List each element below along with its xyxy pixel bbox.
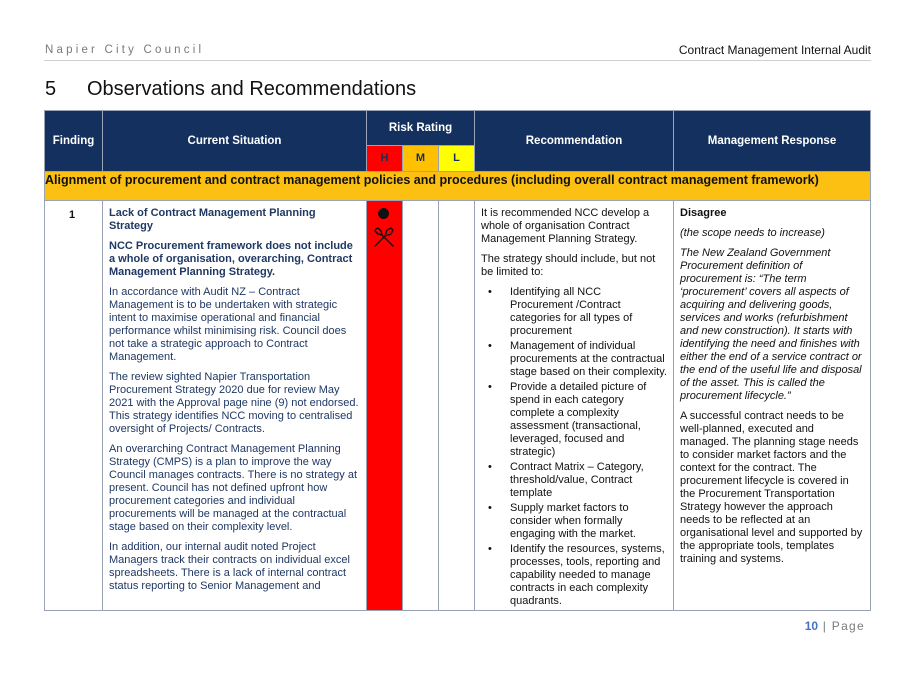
table-row: [45, 201, 871, 611]
page-number: 10: [804, 619, 819, 633]
list-item: • Provide a detailed picture of spend in each category complete a complexity assessment (transactional, leveraged, focused and strategic): [510, 381, 667, 459]
list-item: • Contract Matrix – Category, threshold/value, Contract template: [510, 461, 667, 500]
section-number: 5: [45, 78, 57, 100]
management-response-cell: [674, 201, 871, 611]
category-band: Alignment of procurement and contract management policies and procedures (including overall contract management framework): [45, 172, 871, 201]
risk-header-high: H: [367, 146, 403, 172]
col-header-finding: Finding: [45, 111, 103, 172]
recommendation-lead: The strategy should include, but not be limited to:: [481, 253, 656, 278]
response-quote: The New Zealand Government Procurement definition of procurement is: “The term ‘procurement’ covers all aspects of acquiring and delivering goods, services and works (refurbishment and new construction). It starts with identifying the need and finishes with either the end of a service contract or the end of the useful life and disposal of the asset. This is called the procurement lifecycle.”: [680, 247, 862, 402]
page-footer: [805, 619, 865, 633]
col-header-current-situation: Current Situation: [103, 111, 367, 172]
recommendation-cell: [475, 201, 674, 611]
col-header-risk-rating: Risk Rating: [367, 111, 475, 146]
observations-table: [44, 110, 871, 611]
recommendation-list: [481, 286, 667, 608]
recommendation-intro: It is recommended NCC develop a whole of organisation Contract Management Planning Strategy.: [481, 207, 650, 245]
response-note: (the scope needs to increase): [680, 227, 825, 239]
page-label: | Page: [822, 619, 865, 633]
header-divider: [44, 60, 871, 61]
list-item: • Identify the resources, systems, processes, tools, reporting and capability needed to manage contracts in each complexity quadrants.: [510, 543, 667, 608]
col-header-recommendation: Recommendation: [475, 111, 674, 172]
risk-cell-high: [367, 201, 403, 611]
header-org-name: Napier City Council: [45, 44, 205, 56]
situation-summary: NCC Procurement framework does not include a whole of organisation, overarching, Contract Management Planning Strategy.: [109, 240, 353, 278]
header-document-title: Contract Management Internal Audit: [678, 43, 871, 57]
response-body: A successful contract needs to be well-planned, executed and managed. The planning stage needs to consider market factors and the context for the contract. The procurement lifecycle is covered in the Procurement Transportation Strategy however the approach needs to be reflected at an organisational level and supported by the appropriate tools, templates training and systems.: [680, 410, 863, 565]
situation-paragraph: The review sighted Napier Transportation Procurement Strategy 2020 due for review May 2021 with the Approval page nine (9) not endorsed. This strategy identifies NCC moving to centralised oversight of Projects/ Contracts.: [109, 371, 359, 435]
situation-heading: Lack of Contract Management Planning Strategy: [109, 207, 316, 232]
risk-cell-medium: [403, 201, 439, 611]
list-item: • Identifying all NCC Procurement /Contract categories for all types of procurement: [510, 286, 667, 338]
list-item: • Supply market factors to consider when formally engaging with the market.: [510, 502, 667, 541]
situation-paragraph: In addition, our internal audit noted Project Managers track their contracts on individual excel spreadsheets. There is a lack of internal contract status reporting to Senior Management and: [109, 541, 350, 592]
section-heading: [45, 78, 416, 101]
response-verdict: Disagree: [680, 207, 727, 219]
risk-cell-low: [439, 201, 475, 611]
current-situation-cell: [103, 201, 367, 611]
risk-marker-dot-icon: [378, 208, 389, 219]
section-title: Observations and Recommendations: [87, 78, 417, 100]
finding-number: 1: [45, 201, 103, 611]
col-header-management-response: Management Response: [674, 111, 871, 172]
situation-paragraph: In accordance with Audit NZ – Contract Management is to be undertaken with strategic intent to maximise operational and financial performance whilst minimising risk. Council does not take a strategic approach to Contract Management.: [109, 286, 347, 363]
risk-header-low: L: [439, 146, 475, 172]
tools-icon: [372, 225, 396, 249]
risk-header-medium: M: [403, 146, 439, 172]
situation-paragraph: An overarching Contract Management Planning Strategy (CMPS) is a plan to improve the way Council manages contracts. There is no strategy at present. Council has not defined upfront how procurement categories and individual procurements will be managed at the contractual stage based on their complexity level.: [109, 443, 358, 533]
list-item: • Management of individual procurements at the contractual stage based on their complexity.: [510, 340, 667, 379]
